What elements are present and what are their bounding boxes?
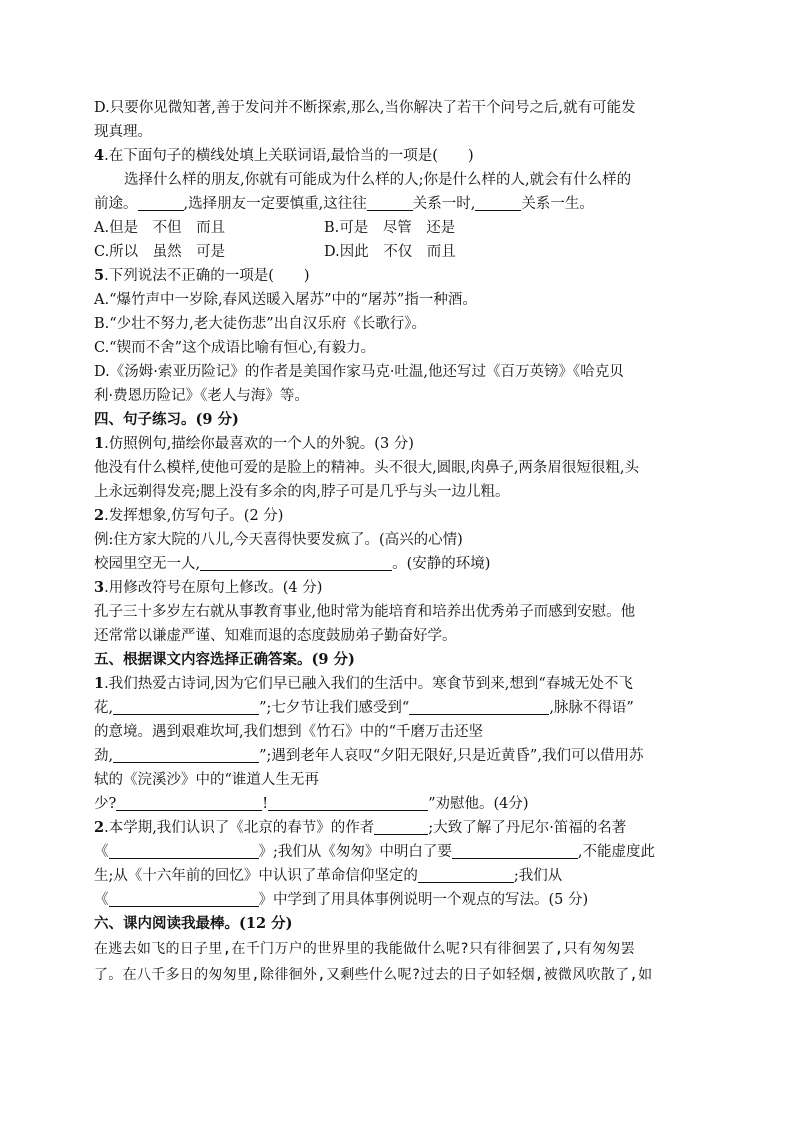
s4q3-sentence-2	[94, 624, 700, 648]
question-number: 4	[94, 147, 105, 164]
section-title: 六、课内阅读我最棒。(12 分)	[94, 915, 293, 932]
fill-blank[interactable]	[367, 194, 413, 211]
q5-option-b	[94, 312, 700, 336]
question-number: 1	[94, 435, 105, 452]
s5q2-line-3	[94, 864, 700, 888]
q4-sentence-2	[94, 192, 700, 216]
section-6-heading	[94, 912, 700, 936]
reading-passage-line-2	[94, 962, 700, 988]
text-segment: ”劝慰他。(4分)	[428, 796, 529, 812]
text-line: C.“锲而不舍”这个成语比喻有恒心,有毅力。	[94, 340, 376, 356]
text-segment: ,不能虚度此	[577, 844, 655, 860]
s4-question-1	[94, 432, 700, 456]
text-line: D.只要你见微知著,善于发问并不断探索,那么,当你解决了若干个问号之后,就有可能发	[94, 100, 636, 116]
q5-option-a	[94, 288, 700, 312]
s5q1-line-3	[94, 720, 700, 744]
text-line: 的意境。遇到艰难坎坷,我们想到《竹石》中的“千磨万击还坚	[94, 724, 484, 740]
q5-option-d	[94, 360, 700, 384]
text-segment: ”;七夕节让我们感受到“	[259, 700, 410, 716]
question-number: 2	[94, 819, 105, 836]
q4-sentence-1	[94, 168, 700, 192]
fill-blank[interactable]	[109, 842, 259, 859]
question-text: .我们热爱古诗词,因为它们早已融入我们的生活中。寒食节到来,想到“春城无处不飞	[104, 676, 633, 692]
text-line: 利·费恩历险记》《老人与海》等。	[94, 388, 309, 404]
text-segment: 关系一时,	[412, 196, 476, 212]
text-line: 孔子三十多岁左右就从事教育事业,他时常为能培育和培养出优秀弟子而感到安慰。他	[94, 604, 636, 620]
s5q2-line-2	[94, 840, 700, 864]
paren-close: )	[467, 148, 474, 164]
text-segment: 少?	[94, 796, 117, 812]
s4q1-example-1	[94, 456, 700, 480]
fill-blank[interactable]	[138, 194, 184, 211]
text-segment: ”;遇到老年人哀叹“夕阳无限好,只是近黄昏”,我们可以借用苏	[259, 748, 644, 764]
q3-option-d-cont	[94, 120, 700, 144]
reading-passage-line-1	[94, 936, 700, 962]
text-segment: 《	[94, 844, 109, 860]
fill-blank[interactable]	[418, 866, 514, 883]
text-line: 选择什么样的朋友,你就有可能成为什么样的人;你是什么样的人,就会有什么样的	[124, 172, 632, 188]
option-d[interactable]: D.因此 不仅 而且	[324, 244, 456, 260]
section-title: 五、根据课文内容选择正确答案。(9 分)	[94, 651, 355, 668]
text-line: 上永远剃得发亮;腮上没有多余的肉,脖子可是几乎与头一边儿粗。	[94, 484, 510, 500]
fill-blank[interactable]	[452, 842, 578, 859]
section-title: 四、句子练习。(9 分)	[94, 411, 239, 428]
q4-options-ab	[94, 216, 700, 240]
s5q1-line-5	[94, 768, 700, 792]
question-text: .下列说法不正确的一项是(	[104, 268, 274, 284]
q3-option-d	[94, 96, 700, 120]
question-text: .用修改符号在原句上修改。(4 分)	[104, 580, 323, 596]
s4q3-sentence-1	[94, 600, 700, 624]
text-segment: ,脉脉不得语”	[549, 700, 634, 716]
text-line: B.“少壮不努力,老大徒伤悲”出自汉乐府《长歌行》。	[94, 316, 426, 332]
section-5-heading	[94, 648, 700, 672]
question-text: .发挥想象,仿写句子。(2 分)	[104, 508, 284, 524]
option-a[interactable]: A.但是 不但 而且	[94, 220, 226, 236]
option-c[interactable]: C.所以 虽然 可是	[94, 244, 226, 260]
text-segment: ,选择朋友一定要慎重,这往往	[183, 196, 367, 212]
text-segment: !	[262, 796, 269, 812]
text-segment: 》;我们从《匆匆》中明白了要	[258, 844, 452, 860]
question-text: .在下面句子的横线处填上关联词语,最恰当的一项是(	[104, 148, 438, 164]
fill-blank[interactable]	[116, 794, 262, 811]
fill-blank[interactable]	[268, 794, 428, 811]
text-segment: 花,	[94, 700, 114, 716]
text-line: 还常常以谦虚严谨、知难而退的态度鼓励弟子勤奋好学。	[94, 628, 457, 644]
question-4	[94, 144, 700, 168]
text-segment: ;大致了解了丹尼尔·笛福的名著	[428, 820, 627, 836]
question-number: 5	[94, 267, 105, 284]
q4-options-cd	[94, 240, 700, 264]
text-segment: ;我们从	[513, 868, 563, 884]
fill-blank[interactable]	[475, 194, 521, 211]
text-segment: 》中学到了用具体事例说明一个观点的写法。(5 分)	[258, 892, 589, 908]
question-text: .仿照例句,描绘你最喜欢的一个人的外貌。(3 分)	[104, 436, 414, 452]
option-b[interactable]: B.可是 尽管 还是	[324, 220, 456, 236]
worksheet-page	[94, 96, 700, 988]
fill-blank[interactable]	[113, 746, 259, 763]
q5-option-d-cont	[94, 384, 700, 408]
s5-question-1	[94, 672, 700, 696]
text-segment: 前途。	[94, 196, 138, 212]
question-number: 3	[94, 579, 105, 596]
fill-blank[interactable]	[409, 698, 549, 715]
text-line: 他没有什么模样,使他可爱的是脸上的精神。头不很大,圆眼,肉鼻子,两条眉很短很粗,头	[94, 460, 640, 476]
text-segment: 校园里空无一人,	[94, 556, 201, 572]
fill-blank[interactable]	[200, 554, 392, 571]
s5q1-line-4	[94, 744, 700, 768]
s4q2-answer-line	[94, 552, 700, 576]
text-line: 了。在八千多日的匆匆里,除徘徊外,又剩些什么呢?过去的日子如轻烟,被微风吹散了,如	[94, 967, 653, 983]
s5-question-2	[94, 816, 700, 840]
question-text: .本学期,我们认识了《北京的春节》的作者	[104, 820, 375, 836]
fill-blank[interactable]	[113, 698, 259, 715]
s4-question-2	[94, 504, 700, 528]
fill-blank[interactable]	[109, 890, 259, 907]
s4q1-example-2	[94, 480, 700, 504]
text-line: 例:住方家大院的八儿,今天喜得快要发疯了。(高兴的心情)	[94, 532, 463, 548]
question-number: 2	[94, 507, 105, 524]
question-number: 1	[94, 675, 105, 692]
question-5	[94, 264, 700, 288]
text-line: 在逃去如飞的日子里,在千门万户的世界里的我能做什么呢?只有徘徊罢了,只有匆匆罢	[94, 941, 635, 957]
text-line: 现真理。	[94, 124, 152, 140]
text-line: 轼的《浣溪沙》中的“谁道人生无再	[94, 772, 319, 788]
text-segment: 劲,	[94, 748, 114, 764]
s5q1-line-2	[94, 696, 700, 720]
section-4-heading	[94, 408, 700, 432]
paren-close: )	[303, 268, 310, 284]
text-segment: 生;从《十六年前的回忆》中认识了革命信仰坚定的	[94, 868, 418, 884]
text-segment: 《	[94, 892, 109, 908]
fill-blank[interactable]	[374, 818, 428, 835]
q5-option-c	[94, 336, 700, 360]
text-line: D.《汤姆·索亚历险记》的作者是美国作家马克·吐温,他还写过《百万英镑》《哈克贝	[94, 364, 624, 380]
s4q2-example	[94, 528, 700, 552]
s5q2-line-4	[94, 888, 700, 912]
text-segment: 关系一生。	[521, 196, 594, 212]
s5q1-line-6	[94, 792, 700, 816]
text-line: A.“爆竹声中一岁除,春风送暖入屠苏”中的“屠苏”指一种酒。	[94, 292, 477, 308]
text-segment: 。(安静的环境)	[392, 556, 491, 572]
s4-question-3	[94, 576, 700, 600]
